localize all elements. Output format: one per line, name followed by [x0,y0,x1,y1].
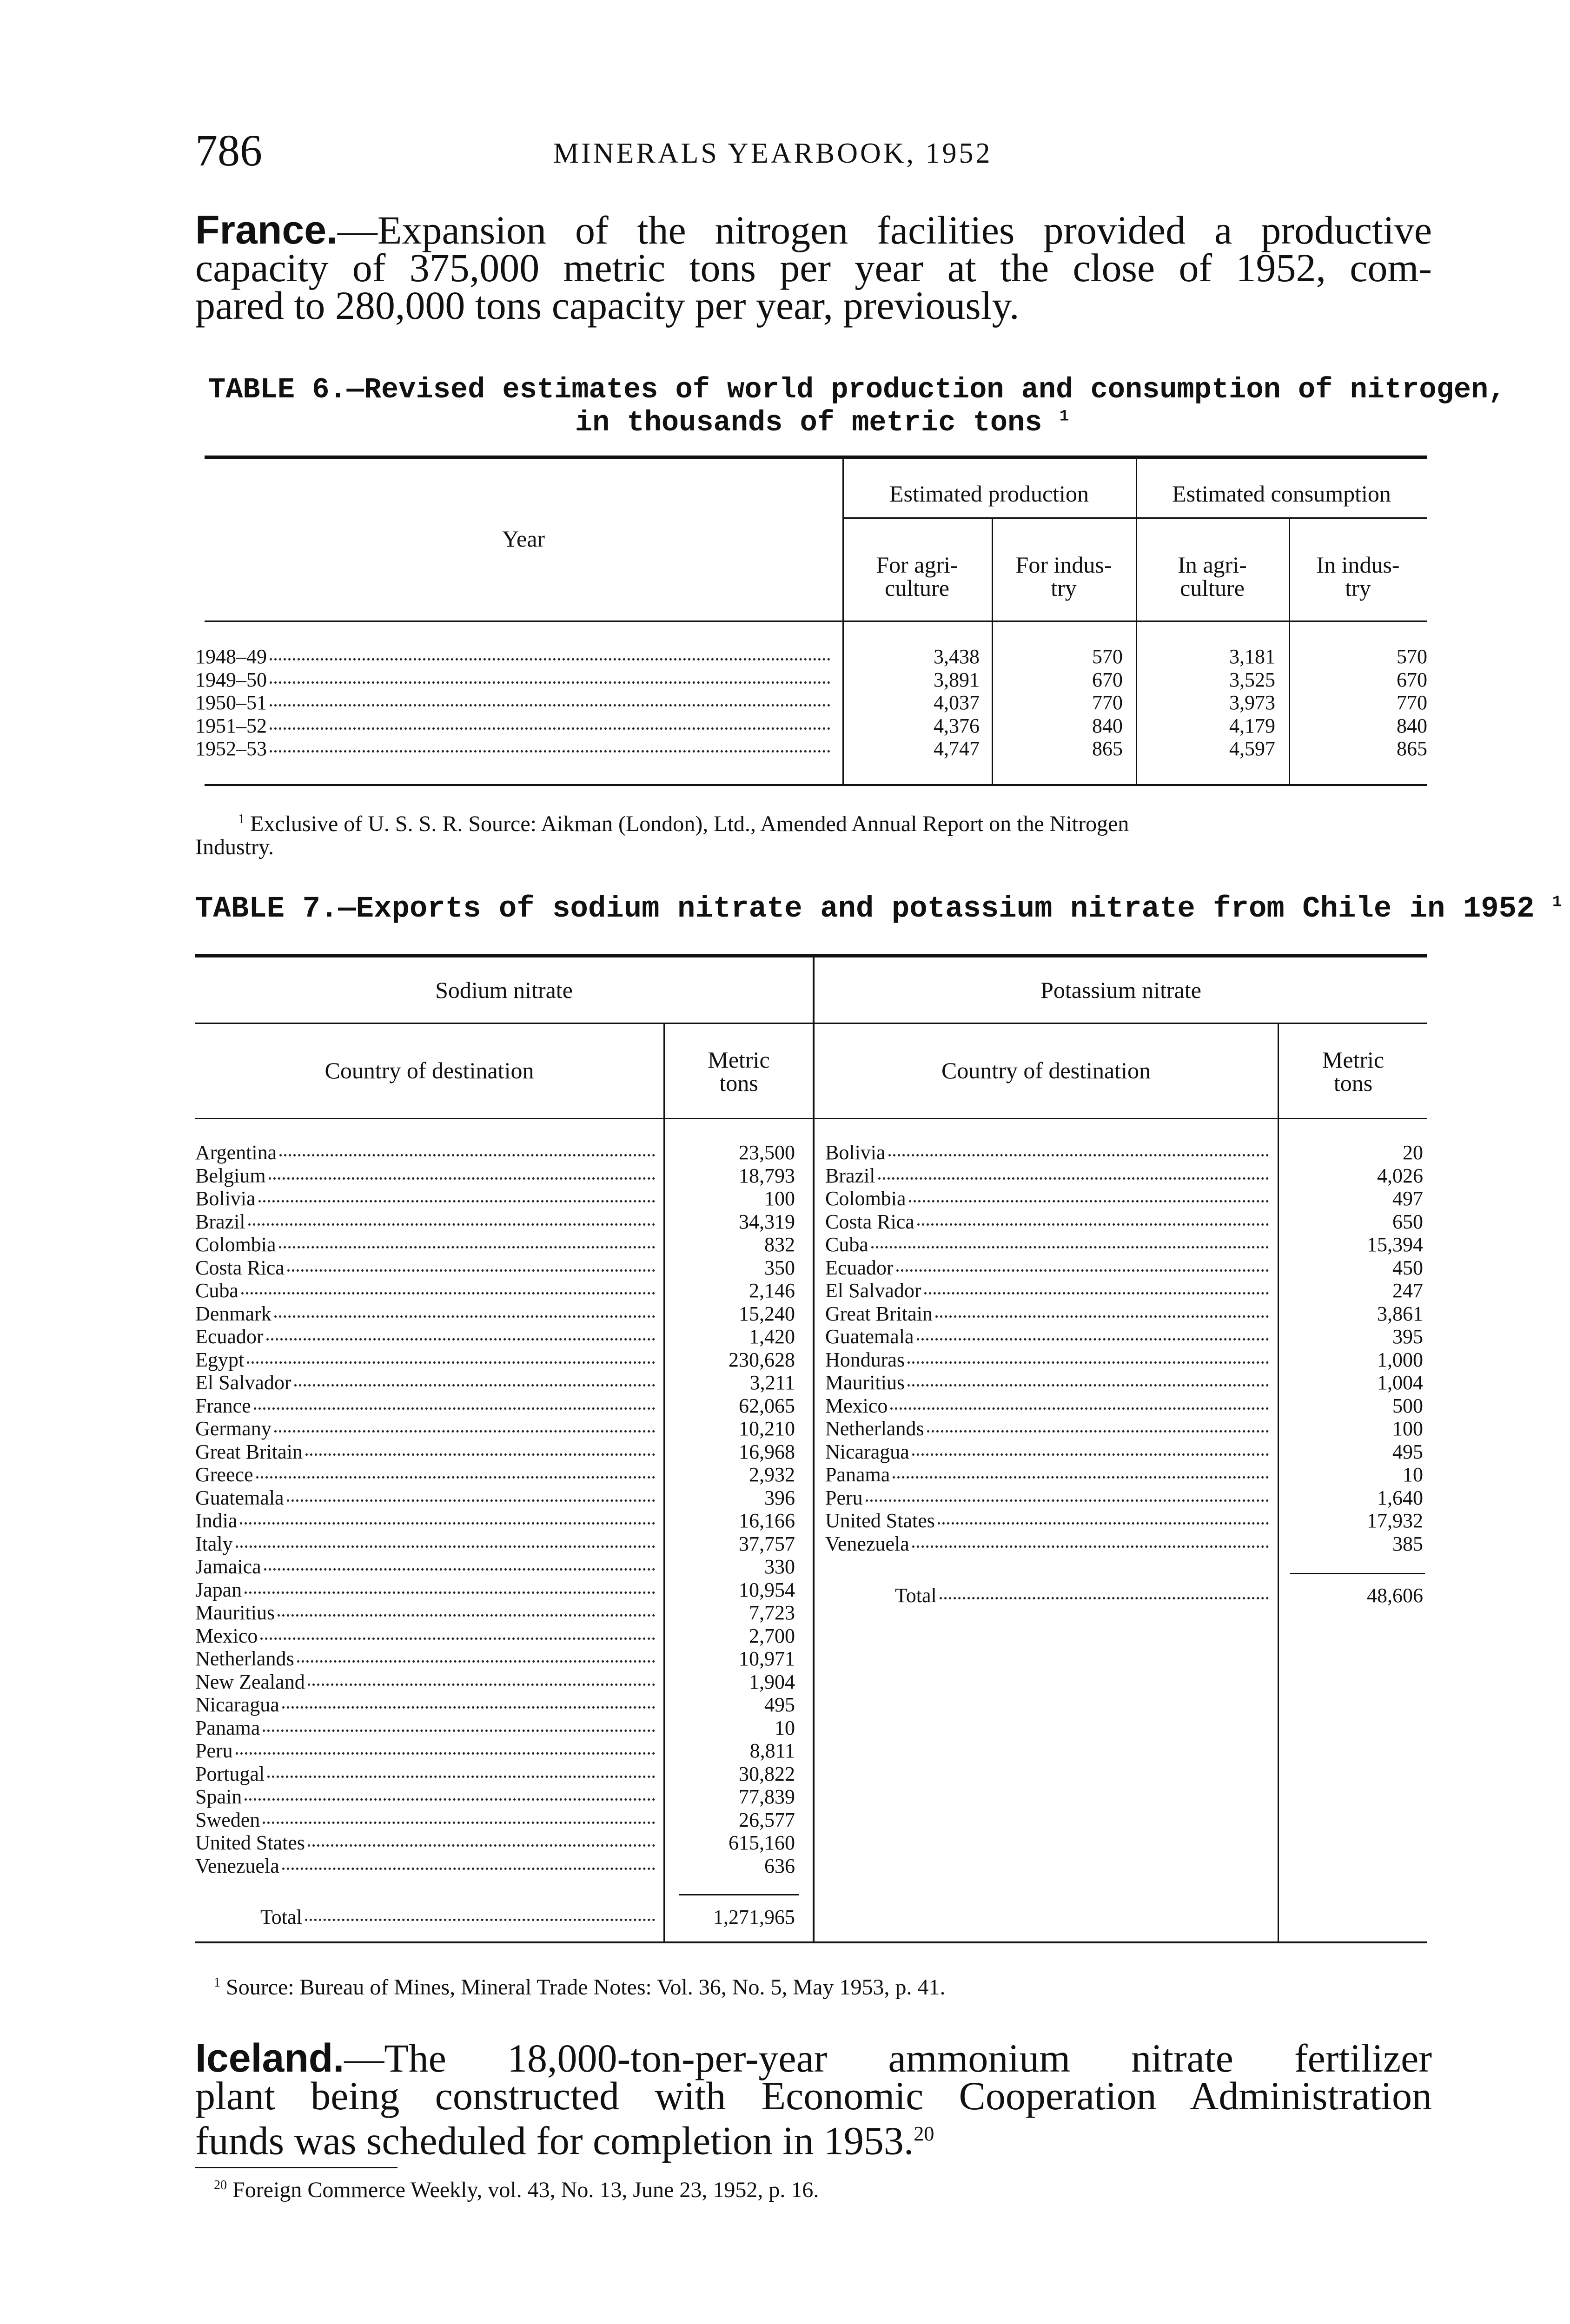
table6-prod-ind-values: 570 670 770 840 865 [1092,645,1123,760]
table-row: Mauritius [195,1601,658,1624]
iceland-line-1: Iceland.—The 18,000-ton-per-year ammonium nitrate fertilizer [195,2036,1432,2080]
table7-sodium-country-header: Country of destination [325,1057,534,1083]
table7-header-rule [195,1118,1427,1119]
table-row: Colombia [195,1233,658,1256]
table-row: Netherlands [195,1647,658,1670]
table-row: Bolivia [825,1141,1272,1164]
table-row: United States [195,1831,658,1855]
table-row: Peru [195,1739,658,1763]
table-row: Brazil [825,1164,1272,1188]
table6-col-cons-ind: In indus- try [1316,552,1400,601]
table-row: 1951–52 [195,714,833,738]
table-row: Italy [195,1532,658,1556]
table7-caption: TABLE 7.—Exports of sodium nitrate and potassium nitrate from Chile in 1952 $^1$ [195,892,1562,926]
table7-sodium-total: 1,271,965 [713,1906,795,1928]
table7-bottom-rule [195,1941,1427,1943]
table6-group-consumption: Estimated consumption [1172,481,1391,507]
iceland-lead: Iceland. [195,2036,344,2080]
table-row: Spain [195,1785,658,1809]
table-row: Belgium [195,1164,658,1188]
table-row: Panama [195,1717,658,1740]
table-row: Great Britain [195,1440,658,1464]
table6-top-rule [205,456,1427,459]
table-row: Netherlands [825,1417,1272,1440]
table-row: Cuba [825,1233,1272,1256]
table-row: Denmark [195,1302,658,1326]
page-footnote: $^{20}$ Foreign Commerce Weekly, vol. 43, No. 13, June 23, 1952, p. 16. [214,2178,819,2202]
table6-col-prod-ind: For indus- try [1015,552,1112,601]
table6-footnote: $^1$ Exclusive of U. S. S. R. Source: Aikman (London), Ltd., Amended Annual Report on the Nitrogen Industry. [195,812,1129,859]
table6-prod-agri-values: 3,438 3,891 4,037 4,376 4,747 [934,645,980,760]
table-row: Ecuador [825,1256,1272,1280]
table-row: India [195,1509,658,1532]
table-row: Brazil [195,1210,658,1234]
table6-header-rule [205,621,1427,622]
table6-caption-line2: in thousands of metric tons $^1$ [575,406,1069,439]
table6-cons-ind-values: 570 670 770 840 865 [1397,645,1427,760]
table-row: Egypt [195,1348,658,1372]
table6-cons-agri-values: 3,181 3,525 3,973 4,179 4,597 [1229,645,1275,760]
table7-center-line [813,957,815,1941]
france-lead: France. [195,208,338,252]
table7-potassium-tons: 20 4,026 497 650 15,394 450 247 3,861 395 1,000 1,004 500 100 495 10 1,640 17,932 385 [1367,1141,1423,1555]
table-row: Peru [825,1486,1272,1510]
table7-potassium-metric-header: Metric tons [1322,1047,1385,1096]
iceland-line-3: funds was scheduled for completion in 1953.20 [195,2118,934,2163]
table7-sodium-total-row: Total [260,1906,658,1929]
table6-caption [208,373,1506,439]
table7-potassium-header: Potassium nitrate [1040,977,1201,1003]
table7-sodium-header: Sodium nitrate [435,977,573,1003]
table-row: Panama [825,1463,1272,1486]
iceland-line-2: plant being constructed with Economic Cooperation Administration [195,2073,1432,2118]
running-title: MINERALS YEARBOOK, 1952 [553,138,993,169]
table-row: Sweden [195,1809,658,1832]
table7-top-rule [195,954,1427,957]
table-row: Mauritius [825,1371,1272,1394]
table6-bottom-rule [205,784,1427,786]
table6-year-header: Year [502,526,545,552]
table-row: Costa Rica [825,1210,1272,1234]
table7-sodium-total-rule [679,1894,799,1895]
table7-sodium-tons: 23,500 18,793 100 34,319 832 350 2,146 15,240 1,420 230,628 3,211 62,065 10,210 16,968 2,932 396 16,166 37,757 330 10,954 7,723 2,700 10,971 1,904 495 10 8,811 30,822 77,839 26,577 615,160 636 [729,1141,795,1877]
table7-potassium-countries [825,1141,1272,1555]
table-row: Ecuador [195,1325,658,1348]
table-row: Argentina [195,1141,658,1164]
france-line-2: capacity of 375,000 metric tons per year at the close of 1952, com- [195,245,1432,290]
table6-caption-line1: TABLE 6.—Revised estimates of world production and consumption of nitrogen, [208,373,1506,406]
table-row: Venezuela [825,1532,1272,1556]
france-line-3: pared to 280,000 tons capacity per year, previously. [195,283,1020,328]
table7-group-rule [195,1023,1427,1024]
table-row: 1952–53 [195,737,833,760]
table-row: Nicaragua [825,1440,1272,1464]
table-row: 1950–51 [195,691,833,714]
table-row: Cuba [195,1279,658,1302]
table-row: 1949–50 [195,668,833,692]
table7-footnote: $^1$ Source: Bureau of Mines, Mineral Trade Notes: Vol. 36, No. 5, May 1953, p. 41. [214,1975,946,2000]
table7-sodium-metric-header: Metric tons [708,1047,770,1096]
table-row: Guatemala [825,1325,1272,1348]
table-row: Portugal [195,1763,658,1786]
table-row: Jamaica [195,1555,658,1578]
table7-potassium-total-row: Total [895,1584,1272,1607]
table6-year-list [195,645,833,760]
table7-potassium-total-rule [1290,1573,1425,1574]
table-row: Venezuela [195,1855,658,1878]
table-row: Colombia [825,1187,1272,1210]
table-row: Greece [195,1463,658,1486]
table-row: Honduras [825,1348,1272,1372]
table-row: Costa Rica [195,1256,658,1280]
table7-potassium-total: 48,606 [1367,1584,1423,1607]
table-row: Nicaragua [195,1693,658,1717]
france-paragraph [195,208,1432,328]
table-row: Mexico [195,1624,658,1648]
table6-group-production: Estimated production [889,481,1089,507]
page-number: 786 [195,125,262,175]
table-row: Great Britain [825,1302,1272,1326]
table6-col-cons-agri: In agri- culture [1178,552,1247,601]
table-row: Germany [195,1417,658,1440]
table-row: Japan [195,1578,658,1602]
table6-group-rule [842,517,1427,519]
iceland-paragraph [195,2036,1432,2163]
table7-sodium-countries [195,1141,658,1877]
table-row: El Salvador [825,1279,1272,1302]
table6-col-prod-agri: For agri- culture [876,552,958,601]
table7-potassium-country-header: Country of destination [941,1057,1151,1083]
table-row: New Zealand [195,1670,658,1694]
table-row: Mexico [825,1394,1272,1418]
table-row: Guatemala [195,1486,658,1510]
table-row: Bolivia [195,1187,658,1210]
footnote-separator [195,2167,397,2168]
table-row: France [195,1394,658,1418]
table-row: United States [825,1509,1272,1532]
france-line-1: France.—Expansion of the nitrogen facilities provided a productive [195,208,1432,252]
table-row: El Salvador [195,1371,658,1394]
table-row: 1948–49 [195,645,833,668]
iceland-ref-mark: 20 [914,2122,934,2145]
